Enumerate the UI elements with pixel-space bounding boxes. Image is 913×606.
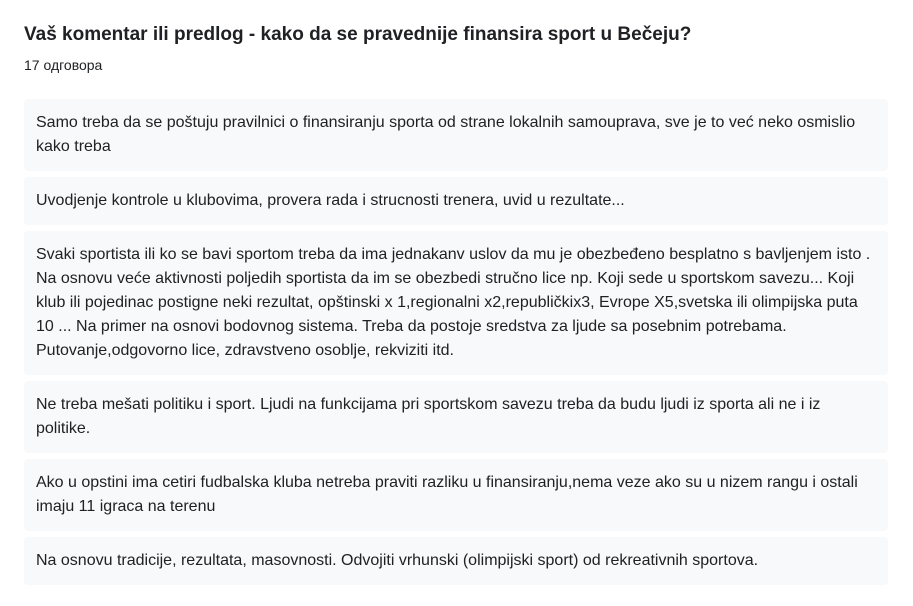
response-list <box>24 99 888 585</box>
response-item: Na osnovu tradicije, rezultata, masovnosti. Odvojiti vrhunski (olimpijski sport) od rekreativnih sportova. <box>24 537 888 585</box>
response-item: Svaki sportista ili ko se bavi sportom treba da ima jednakanv uslov da mu je obezbeđeno besplatno s bavljenjem isto . Na osnovu veće aktivnosti poljedih sportista da im se obezbedi stručno lice np. Koji sede u sportskom savezu... Koji klub ili pojedinac postigne neki rezultat, opštinski x 1,regionalni x2,republičkix3, Evrope X5,svetska ili olimpijska puta 10 ... Na primer na osnovi bodovnog sistema. Treba da postoje sredstva za ljude sa posebnim potrebama. Putovanje,odgovorno lice, zdravstveno osoblje, rekviziti itd. <box>24 231 888 375</box>
response-item: Samo treba da se poštuju pravilnici o finansiranju sporta od strane lokalnih samouprava, sve je to već neko osmislio kako treba <box>24 99 888 171</box>
response-item: Uvodjenje kontrole u klubovima, provera rada i strucnosti trenera, uvid u rezultate... <box>24 177 888 225</box>
question-title: Vaš komentar ili predlog - kako da se pravednije finansira sport u Bečeju? <box>24 24 692 45</box>
response-item: Ne treba mešati politiku i sport. Ljudi na funkcijama pri sportskom savezu treba da budu ljudi iz sporta ali ne i iz politike. <box>24 381 888 453</box>
response-item: Ako u opstini ima cetiri fudbalska kluba netreba praviti razliku u finansiranju,nema veze ako su u nizem rangu i ostali imaju 11 igraca na terenu <box>24 459 888 531</box>
response-count: 17 одговора <box>24 57 103 73</box>
